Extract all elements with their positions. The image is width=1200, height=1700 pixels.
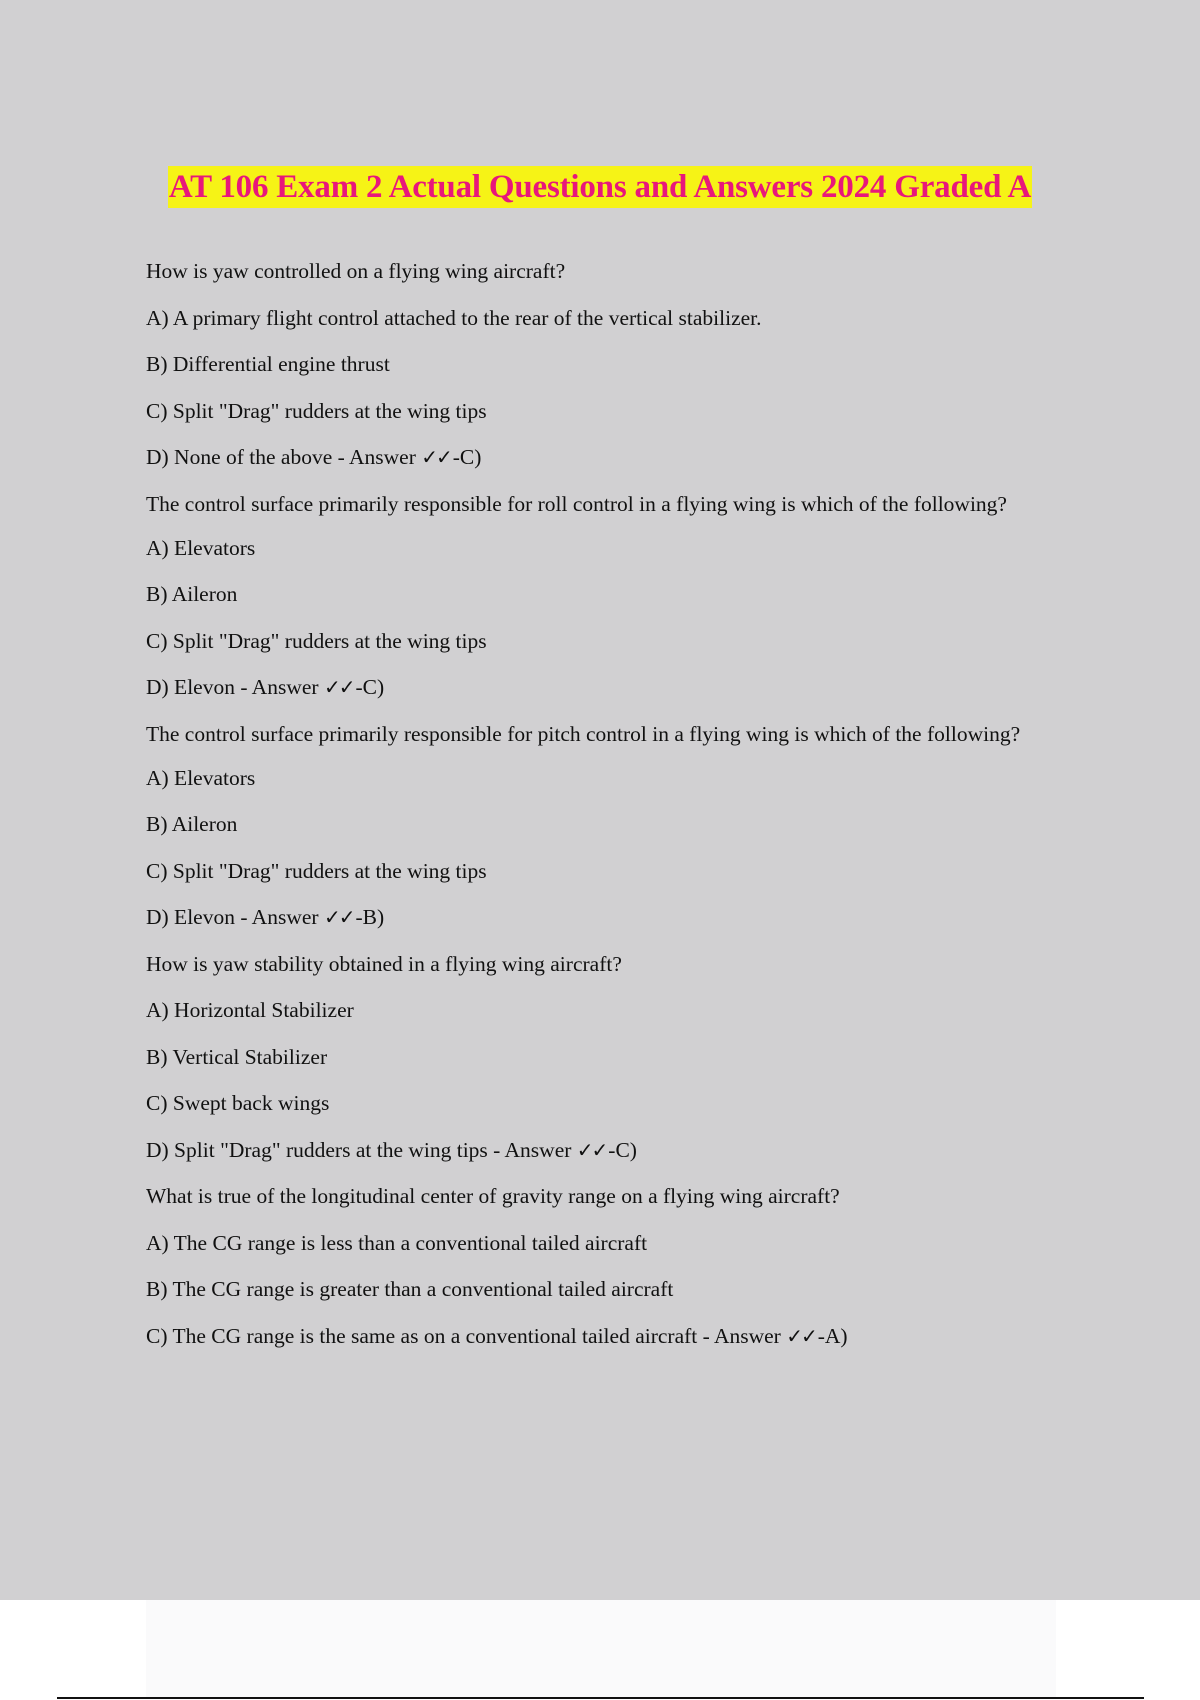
page-divider — [57, 1697, 1144, 1699]
option-text: D) Elevon - Answer — [146, 905, 324, 929]
double-check-icon: ✓✓ — [323, 675, 354, 699]
answer-option: C) Split "Drag" rudders at the wing tips — [146, 858, 487, 883]
answer-option-final — [146, 902, 1046, 932]
option-text: D) Elevon - Answer — [146, 675, 324, 699]
answer-option: C) Split "Drag" rudders at the wing tips — [146, 398, 487, 423]
option-text: C) The CG range is the same as on a conventional tailed aircraft - Answer — [146, 1323, 787, 1348]
answer-option: A) Elevators — [146, 765, 256, 790]
answer-option-final — [146, 672, 1046, 702]
answer-key: -C) — [452, 445, 482, 469]
answer-option: A) The CG range is less than a conventional tailed aircraft — [146, 1230, 648, 1255]
answer-option: B) Aileron — [146, 582, 238, 606]
answer-key: -A) — [817, 1323, 848, 1348]
double-check-icon: ✓✓ — [421, 445, 451, 469]
question-prompt: How is yaw controlled on a flying wing aircraft? — [146, 259, 566, 283]
answer-option-final — [146, 442, 1046, 472]
answer-option: B) Vertical Stabilizer — [146, 1044, 328, 1069]
double-check-icon: ✓✓ — [786, 1323, 816, 1348]
question-prompt: The control surface primarily responsible for pitch control in a flying wing is which of the following? — [146, 721, 1021, 746]
answer-option: A) A primary flight control attached to the rear of the vertical stabilizer. — [146, 305, 762, 330]
qa-content — [146, 256, 1046, 1367]
answer-option: B) The CG range is greater than a conventional tailed aircraft — [146, 1277, 674, 1301]
title-wrap — [0, 166, 1200, 208]
answer-option: B) Aileron — [146, 812, 238, 836]
answer-option: A) Elevators — [146, 535, 256, 560]
answer-option: A) Horizontal Stabilizer — [146, 998, 354, 1022]
answer-option-final — [146, 1135, 1046, 1165]
double-check-icon: ✓✓ — [323, 905, 354, 929]
answer-key: -C) — [355, 675, 385, 699]
answer-option-final — [146, 1321, 1046, 1351]
answer-option: B) Differential engine thrust — [146, 352, 390, 376]
double-check-icon: ✓✓ — [576, 1137, 607, 1162]
answer-key: -C) — [608, 1137, 637, 1162]
option-text: D) None of the above - Answer — [146, 445, 422, 469]
question-prompt: What is true of the longitudinal center of gravity range on a flying wing aircraft? — [146, 1184, 840, 1208]
option-text: D) Split "Drag" rudders at the wing tips - Answer — [146, 1137, 577, 1162]
question-prompt: The control surface primarily responsible for roll control in a flying wing is which of the following? — [146, 491, 1007, 516]
question-prompt: How is yaw stability obtained in a flying wing aircraft? — [146, 951, 622, 976]
next-page-shade — [146, 1600, 1056, 1697]
answer-option: C) Split "Drag" rudders at the wing tips — [146, 628, 487, 653]
answer-key: -B) — [355, 905, 385, 929]
answer-option: C) Swept back wings — [146, 1091, 330, 1115]
document-title: AT 106 Exam 2 Actual Questions and Answers 2024 Graded A — [168, 166, 1032, 208]
